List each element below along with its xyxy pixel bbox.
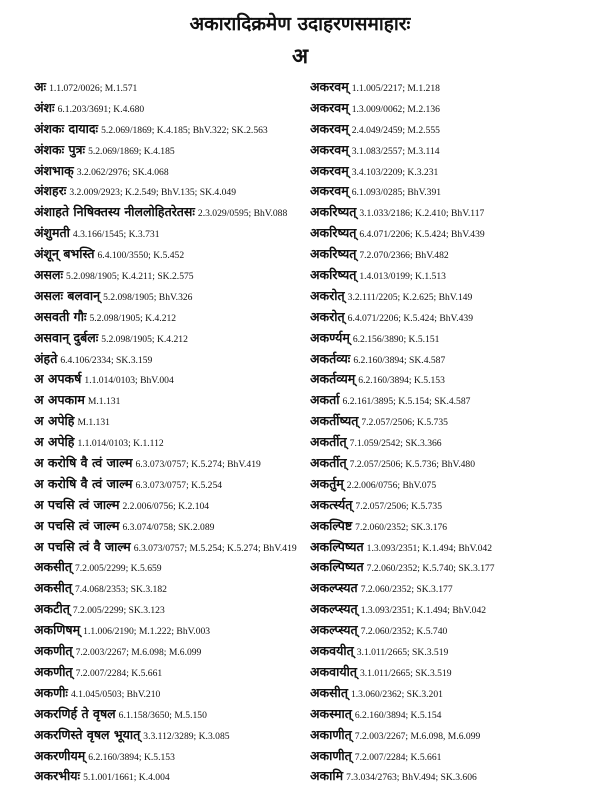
entry-headword: अकरिष्यत् <box>310 267 357 283</box>
entry-reference: 5.1.001/1661; K.4.004 <box>83 772 170 784</box>
index-entry <box>310 682 595 703</box>
index-entry <box>34 640 324 661</box>
section-letter: अ <box>291 43 309 68</box>
entry-headword: अंशून् बभस्ति <box>34 246 95 262</box>
index-entry <box>310 201 595 222</box>
entry-reference: 7.2.060/2352; SK.3.176 <box>355 521 448 533</box>
entry-reference: 7.2.070/2366; BhV.482 <box>359 250 449 262</box>
index-entry <box>34 118 324 139</box>
entry-reference: 7.2.003/2267; M.6.098, M.6.099 <box>354 730 481 742</box>
right-column <box>310 76 595 786</box>
index-entry <box>34 410 324 431</box>
entry-reference: 1.1.072/0026; M.1.571 <box>49 83 138 94</box>
index-entry <box>310 577 595 598</box>
entry-reference: 3.1.083/2557; M.3.114 <box>351 145 440 157</box>
entry-headword: अकसीत् <box>34 559 72 575</box>
index-entry <box>310 180 595 201</box>
index-entry <box>310 536 595 557</box>
entry-headword: अकस्मात् <box>310 705 352 721</box>
entry-reference: 7.4.068/2353; SK.3.182 <box>74 584 167 596</box>
index-entry <box>34 661 324 682</box>
index-entry <box>310 473 595 494</box>
entry-reference: 3.1.011/2665; SK.3.519 <box>359 667 452 679</box>
index-entry <box>310 160 595 181</box>
entry-reference: 6.3.074/0758; SK.2.089 <box>122 521 215 533</box>
entry-headword: अकरवम् <box>310 162 349 178</box>
entry-headword: अकल्प्स्यत <box>310 580 358 596</box>
index-entry <box>310 389 595 410</box>
entry-reference: 6.4.071/2206; K.5.424; BhV.439 <box>359 229 485 241</box>
entry-reference: 7.2.060/2352; SK.3.177 <box>360 584 453 596</box>
index-entry <box>34 327 324 348</box>
entry-headword: अकर्तव्यः <box>310 350 351 366</box>
index-entry <box>34 703 324 724</box>
index-entry <box>34 682 324 703</box>
index-entry <box>310 745 595 766</box>
entry-headword: अ अपेहि <box>34 413 75 429</box>
entry-headword: अकणीः <box>34 684 68 700</box>
index-entry <box>34 452 324 473</box>
entry-reference: 4.3.166/1545; K.3.731 <box>72 229 160 241</box>
entry-headword: असवती गौः <box>34 308 87 324</box>
entry-headword: अकटीत् <box>34 601 70 617</box>
entry-headword: अकल्प्स्यत् <box>310 622 358 638</box>
entry-headword: अंशुमती <box>34 225 70 241</box>
entry-headword: अकरणीयम् <box>34 747 86 763</box>
index-entry <box>34 243 324 264</box>
entry-headword: अंशाहते निषिक्तस्य नीललोहितरेतसः <box>34 204 195 220</box>
index-entry <box>34 139 324 160</box>
entry-reference: 7.2.003/2267; M.6.098; M.6.099 <box>75 647 202 659</box>
entry-reference: M.1.131 <box>87 396 121 408</box>
entry-headword: अकर्ता <box>310 392 340 408</box>
entry-headword: अ करोषि वै त्वं जाल्म <box>34 475 133 491</box>
entry-reference: 3.4.103/2209; K.3.231 <box>351 166 439 178</box>
entry-reference: 1.1.014/0103; BhV.004 <box>84 375 174 387</box>
entry-reference: 5.2.098/1905; K.4.212 <box>89 312 177 324</box>
index-entry <box>34 745 324 766</box>
index-entry <box>310 431 595 452</box>
entry-reference: 3.1.033/2186; K.2.410; BhV.117 <box>359 208 485 220</box>
entry-reference: 7.3.034/2763; BhV.494; SK.3.606 <box>346 772 477 784</box>
index-entry <box>34 348 324 369</box>
entry-reference: 6.2.160/3894; K.5.153 <box>88 751 175 763</box>
index-entry <box>34 598 324 619</box>
entry-headword: अकरणिर्ह ते वृषल <box>34 705 116 721</box>
entry-reference: 7.2.007/2284; K.5.661 <box>354 751 442 763</box>
entry-headword: अंशभाक् <box>34 162 74 178</box>
entry-reference: 5.2.098/1905; BhV.326 <box>103 291 193 303</box>
entry-headword: अ पचसि त्वं जाल्म <box>34 517 120 533</box>
index-entry <box>34 431 324 452</box>
index-entry <box>310 285 595 306</box>
entry-headword: अकरवम् <box>310 141 349 157</box>
entry-headword: अकसीत् <box>310 684 348 700</box>
index-entry <box>34 180 324 201</box>
entry-headword: अ अपकर्ष <box>34 371 82 387</box>
entry-reference: 4.1.045/0503; BhV.210 <box>70 688 161 700</box>
entry-headword: अकवायीत् <box>310 663 357 679</box>
index-entry <box>310 368 595 389</box>
entry-reference: 5.2.098/1905; K.4.212 <box>101 333 188 345</box>
entry-reference: 6.1.158/3650; M.5.150 <box>118 709 207 721</box>
entry-headword: अंहते <box>34 350 58 366</box>
index-entry <box>34 724 324 745</box>
index-entry <box>310 306 595 327</box>
index-entry <box>34 556 324 577</box>
entry-headword: अकर्तीत् <box>310 455 347 471</box>
entry-reference: 6.3.073/0757; M.5.254; K.5.274; BhV.419 <box>133 542 297 554</box>
entry-headword: अकरिष्यत् <box>310 204 357 220</box>
index-entry <box>310 243 595 264</box>
entry-reference: 1.1.006/2190; M.1.222; BhV.003 <box>83 626 211 638</box>
entry-headword: अकाणीत् <box>310 747 352 763</box>
entry-reference: 3.2.009/2923; K.2.549; BhV.135; SK.4.049 <box>69 187 236 199</box>
index-entry <box>310 494 595 515</box>
index-entry <box>34 577 324 598</box>
entry-reference: 1.3.060/2362; SK.3.201 <box>350 688 443 700</box>
entry-reference: 2.4.049/2459; M.2.555 <box>351 124 440 136</box>
page-title: अकारादिक्रमेण उदाहरणसमाहारः <box>189 13 411 35</box>
index-entry <box>34 389 324 410</box>
entry-reference: 6.2.156/3890; K.5.151 <box>352 333 440 345</box>
entry-reference: 1.1.014/0103; K.1.112 <box>77 438 164 450</box>
entry-headword: अकल्पिष्ट <box>310 517 353 533</box>
entry-reference: 1.3.009/0062; M.2.136 <box>351 103 440 115</box>
entry-headword: अकरवम् <box>310 99 349 115</box>
index-entry <box>310 139 595 160</box>
entry-headword: अकरवम् <box>310 183 349 199</box>
entry-reference: 7.2.057/2506; K.5.736; BhV.480 <box>349 459 475 471</box>
index-entry <box>34 222 324 243</box>
index-entry <box>310 703 595 724</box>
entry-reference: 7.2.060/2352; K.5.740; SK.3.177 <box>366 563 495 575</box>
entry-headword: अकवयीत् <box>310 643 354 659</box>
entry-reference: 6.4.100/3550; K.5.452 <box>97 250 185 262</box>
entry-headword: अ पचसि त्वं वै जाल्म <box>34 538 131 554</box>
index-entry <box>310 97 595 118</box>
entry-reference: 6.4.071/2206; K.5.424; BhV.439 <box>347 312 473 324</box>
entry-headword: अकरभीयः <box>34 768 81 784</box>
entry-reference: 6.1.203/3691; K.4.680 <box>57 103 145 115</box>
entry-headword: अंशकः दायादः <box>34 120 99 136</box>
entry-headword: अकरणिस्ते वृषल भूयात् <box>34 726 141 742</box>
index-entry <box>34 473 324 494</box>
entry-reference: 3.3.112/3289; K.3.085 <box>143 730 230 742</box>
entry-reference: 3.2.111/2205; K.2.625; BhV.149 <box>347 291 473 303</box>
entry-reference: 5.2.098/1905; K.4.211; SK.2.575 <box>66 271 194 283</box>
entry-headword: अकसीत् <box>34 580 72 596</box>
index-entry <box>34 765 324 786</box>
index-entry <box>34 536 324 557</box>
entry-headword: अकरवम् <box>310 120 349 136</box>
index-entry <box>310 640 595 661</box>
index-entry <box>34 264 324 285</box>
entry-headword: असलः <box>34 267 64 283</box>
entry-headword: अ करोषि वै त्वं जाल्म <box>34 455 133 471</box>
entry-headword: अः <box>34 79 47 94</box>
entry-reference: 1.4.013/0199; K.1.513 <box>359 271 446 283</box>
index-entry <box>310 619 595 640</box>
index-entry <box>310 598 595 619</box>
index-entry <box>310 222 595 243</box>
entry-headword: अकरिष्यत् <box>310 246 357 262</box>
entry-headword: अकामि <box>310 768 344 784</box>
index-entry <box>310 348 595 369</box>
entry-reference: 6.2.160/3894; K.5.153 <box>358 375 445 387</box>
entry-reference: 6.2.160/3894; SK.4.587 <box>353 354 446 366</box>
entry-headword: अकणीत् <box>34 643 73 659</box>
entry-headword: अकरोत् <box>310 287 345 303</box>
index-entry <box>34 97 324 118</box>
entry-reference: 5.2.069/1869; K.4.185; BhV.322; SK.2.563 <box>101 124 268 136</box>
index-entry <box>34 160 324 181</box>
entry-headword: अकर्त्स्यत् <box>310 496 353 512</box>
entry-reference: 1.3.093/2351; K.1.494; BhV.042 <box>360 605 487 617</box>
entry-reference: 7.2.057/2506; K.5.735 <box>361 417 448 429</box>
index-entry <box>310 264 595 285</box>
entry-headword: अंशकः पुत्रः <box>34 141 86 157</box>
entry-headword: अ पचसि त्वं जाल्म <box>34 496 120 512</box>
entry-reference: 3.2.062/2976; SK.4.068 <box>76 166 169 178</box>
index-entry <box>310 410 595 431</box>
entry-reference: 7.2.005/2299; K.5.659 <box>74 563 162 575</box>
entry-headword: अकणीत् <box>34 663 73 679</box>
entry-headword: अकर्तीत् <box>310 434 347 450</box>
entry-reference: 6.2.160/3894; K.5.154 <box>354 709 442 721</box>
index-entry <box>34 285 324 306</box>
entry-headword: अकर्तुम् <box>310 475 344 491</box>
entry-headword: अकल्प्स्यत् <box>310 601 358 617</box>
entry-headword: अकाणीत् <box>310 726 352 742</box>
index-entry <box>34 306 324 327</box>
index-entry <box>34 368 324 389</box>
entry-reference: 7.2.007/2284; K.5.661 <box>75 667 163 679</box>
entry-headword: असलः बलवान् <box>34 287 101 303</box>
entry-headword: अकर्तव्यम् <box>310 371 356 387</box>
entry-reference: 6.1.093/0285; BhV.391 <box>351 187 442 199</box>
index-entry <box>310 515 595 536</box>
entry-reference: 6.4.106/2334; SK.3.159 <box>60 354 153 366</box>
index-entry <box>34 76 324 97</box>
entry-headword: अ अपकाम <box>34 392 85 408</box>
entry-reference: 6.3.073/0757; K.5.254 <box>135 479 223 491</box>
index-entry <box>34 201 324 222</box>
entry-headword: अकर्ण्यम् <box>310 329 350 345</box>
index-entry <box>310 76 595 97</box>
entry-reference: M.1.131 <box>77 417 110 429</box>
entry-reference: 1.1.005/2217; M.1.218 <box>351 83 440 94</box>
index-entry <box>310 327 595 348</box>
index-entry <box>34 494 324 515</box>
entry-reference: 2.2.006/0756; K.2.104 <box>122 500 210 512</box>
entry-reference: 5.2.069/1869; K.4.185 <box>88 145 175 157</box>
entry-reference: 6.3.073/0757; K.5.274; BhV.419 <box>135 459 261 471</box>
entry-headword: अकरिष्यत् <box>310 225 357 241</box>
entry-reference: 3.1.011/2665; SK.3.519 <box>356 647 449 659</box>
index-entry <box>34 619 324 640</box>
entry-headword: अकरवम् <box>310 79 349 94</box>
entry-reference: 7.2.057/2506; K.5.735 <box>355 500 443 512</box>
entry-headword: अकर्तीष्यत् <box>310 413 359 429</box>
entry-headword: अकल्पिष्यत <box>310 538 364 554</box>
entry-reference: 7.2.060/2352; K.5.740 <box>360 626 448 638</box>
index-entry <box>310 765 595 786</box>
entry-reference: 2.2.006/0756; BhV.075 <box>346 479 437 491</box>
index-entry <box>310 724 595 745</box>
index-entry <box>310 452 595 473</box>
entry-reference: 2.3.029/0595; BhV.088 <box>197 208 288 220</box>
entry-reference: 7.2.005/2299; SK.3.123 <box>72 605 165 617</box>
index-entry <box>310 661 595 682</box>
entry-headword: अकल्पिष्यत <box>310 559 364 575</box>
entry-reference: 7.1.059/2542; SK.3.366 <box>349 438 442 450</box>
index-entry <box>34 515 324 536</box>
entry-reference: 6.2.161/3895; K.5.154; SK.4.587 <box>342 396 471 408</box>
entry-reference: 1.3.093/2351; K.1.494; BhV.042 <box>366 542 493 554</box>
entry-headword: अंशः <box>34 99 55 115</box>
entry-headword: अकणिषम् <box>34 622 81 638</box>
index-entry <box>310 556 595 577</box>
entry-headword: असवान् दुर्बलः <box>34 329 99 345</box>
entry-headword: अकरोत् <box>310 308 345 324</box>
left-column <box>34 76 324 786</box>
entry-headword: अ अपेहि <box>34 434 75 450</box>
entry-headword: अंशहरः <box>34 183 67 199</box>
index-entry <box>310 118 595 139</box>
